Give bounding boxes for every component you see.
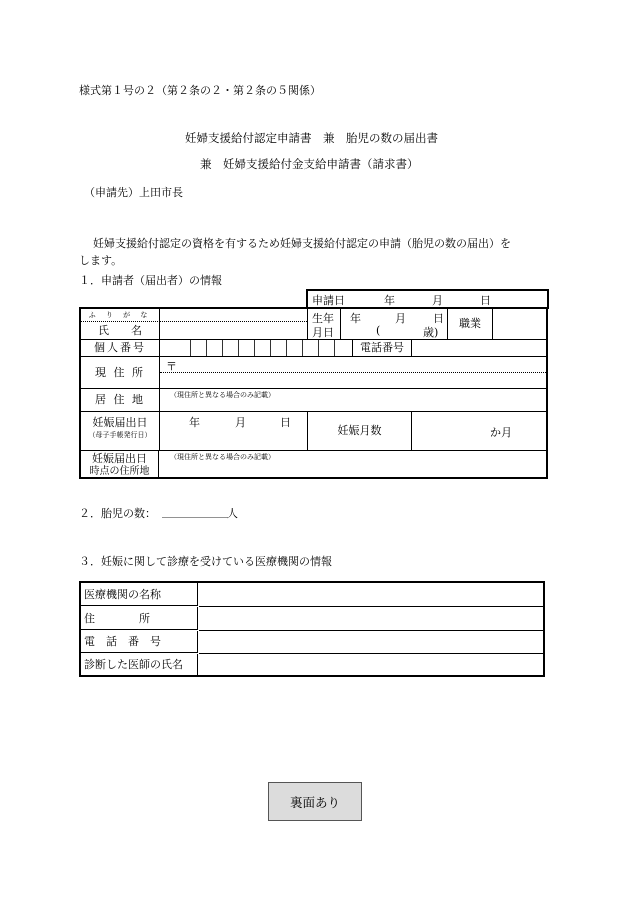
- current-address-input[interactable]: [160, 357, 546, 389]
- section1-heading: １．申請者（届出者）の情報: [79, 274, 222, 287]
- postal-mark: 〒: [166, 360, 177, 373]
- medical-table: [79, 581, 545, 677]
- phone-input[interactable]: [412, 340, 546, 357]
- current-address-label: 現 住 所: [81, 357, 160, 389]
- applicant-table: [79, 307, 548, 479]
- residence-input[interactable]: （現住所と異なる場合のみ記載）: [160, 389, 546, 412]
- medical-doctor-input[interactable]: [199, 654, 543, 675]
- title-line-2: 兼 妊婦支援給付金支給申請書（請求書）: [200, 157, 419, 171]
- fetus-count-unit: 人: [227, 507, 238, 520]
- title-line-1: 妊婦支援給付認定申請書 兼 胎児の数の届出書: [185, 131, 438, 145]
- report-address-input[interactable]: （現住所と異なる場合のみ記載）: [170, 453, 275, 461]
- furigana-input[interactable]: [160, 309, 307, 322]
- medical-row-label: 住 所: [81, 607, 198, 630]
- application-date-year: 年: [384, 294, 395, 307]
- pregnancy-report-date-label: 妊娠届出日 （母子手帳発行日）: [81, 412, 160, 451]
- phone-label: 電話番号: [353, 340, 412, 357]
- medical-phone-input[interactable]: [199, 631, 543, 654]
- section2-heading: ２．胎児の数：: [79, 507, 156, 520]
- section3-heading: ３．妊娠に関して診療を受けている医療機関の情報: [79, 555, 332, 568]
- intro-line-2: します。: [79, 254, 123, 267]
- medical-row-label: 医療機関の名称: [81, 583, 198, 606]
- medical-row-label: 診断した医師の氏名: [81, 654, 198, 675]
- recipient: （申請先）上田市長: [84, 186, 183, 199]
- application-date-box[interactable]: [306, 289, 549, 309]
- back-side-button[interactable]: 裏面あり: [268, 782, 362, 821]
- occupation-input[interactable]: [493, 309, 546, 340]
- application-date-day: 日: [480, 294, 491, 307]
- form-id: 様式第１号の２（第２条の２・第２条の５関係）: [79, 84, 321, 97]
- application-date-month: 月: [432, 294, 443, 307]
- individual-number-input[interactable]: [160, 340, 353, 357]
- report-address-label: 妊娠届出日 時点の住所地: [81, 451, 159, 479]
- birthdate-label-cell: 生年 月日: [307, 309, 341, 340]
- pregnancy-months-label: 妊娠月数: [308, 412, 412, 451]
- individual-number-label: 個人番号: [81, 340, 160, 357]
- furigana-label: ふ り が な: [81, 309, 160, 322]
- name-input[interactable]: [160, 322, 307, 340]
- birthdate-input[interactable]: 年 月 日 ( 歳): [340, 309, 448, 340]
- intro-line-1: 妊婦支援給付認定の資格を有するため妊婦支援給付認定の申請（胎児の数の届出）を: [93, 237, 511, 250]
- pregnancy-months-input[interactable]: か月: [412, 412, 546, 451]
- medical-name-input[interactable]: [199, 583, 543, 607]
- occupation-label: 職業: [448, 309, 493, 340]
- medical-address-input[interactable]: [199, 607, 543, 631]
- name-label: 氏 名: [81, 322, 160, 340]
- medical-row-label: 電 話 番 号: [81, 631, 198, 653]
- residence-label: 居 住 地: [81, 389, 160, 412]
- application-date-label: 申請日: [312, 294, 345, 307]
- fetus-count-input[interactable]: ＿＿＿＿＿＿: [162, 506, 228, 519]
- pregnancy-report-date-input[interactable]: 年 月 日: [160, 412, 308, 451]
